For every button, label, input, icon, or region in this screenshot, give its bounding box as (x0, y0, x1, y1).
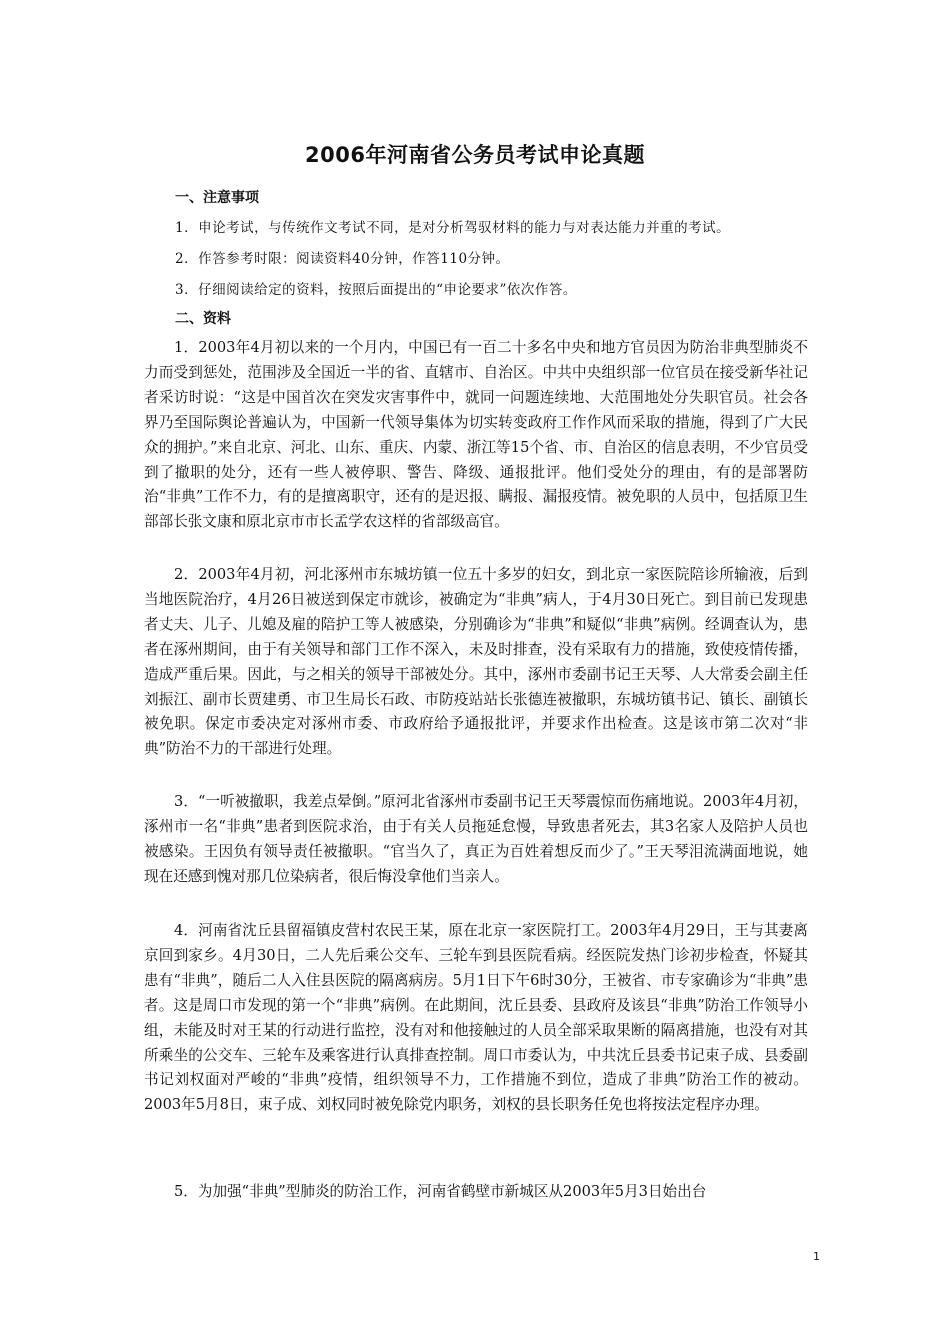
notice-item: 1．申论考试，与传统作文考试不同，是对分析驾驭材料的能力与对表达能力并重的考试。 (175, 220, 731, 236)
section-heading-notes: 一、注意事项 (175, 190, 259, 206)
page-number: 1 (813, 1250, 820, 1263)
document-title: 2006年河南省公务员考试申论真题 (305, 143, 645, 167)
section-heading-materials: 二、资料 (175, 311, 231, 327)
notice-item: 3．仔细阅读给定的资料，按照后面提出的“申论要求”依次作答。 (175, 282, 577, 298)
notice-item: 2．作答参考时限：阅读资料40分钟，作答110分钟。 (175, 251, 510, 267)
material-paragraph: 2．2003年4月初，河北涿州市东城坊镇一位五十多岁的妇女，到北京一家医院陪诊所输液，后到当地医院治疗，4月26日被送到保定市就诊，被确定为“非典”病人，于4月30日死亡。到目前已发现患者丈夫、儿子、儿媳及雇的陪护工等人被感染，分别确诊为“非典”和疑似“非典”病例。经调查认为，患者在涿州期间，由于有关领导和部门工作不深入，未及时排查，没有采取有力的措施，致使疫情传播，造成严重后果。因此，与之相关的领导干部被处分。其中，涿州市委副书记王天琴、人大常委会副主任刘振江、副市长贾建勇、市卫生局长石政、市防疫站站长张德连被撤职，东城坊镇书记、镇长、副镇长被免职。保定市委决定对涿州市委、市政府给予通报批评，并要求作出检查。这是该市第二次对“非典”防治不力的干部进行处理。 (144, 566, 808, 758)
material-paragraph: 3．“一听被撤职，我差点晕倒。”原河北省涿州市委副书记王天琴震惊而伤痛地说。2003年4月初，涿州市一名“非典”患者到医院求治，由于有关人员拖延怠慢，导致患者死去，其3名家人及陪护人员也被感染。王因负有领导责任被撤职。“官当久了，真正为百姓着想反而少了。”王天琴泪流满面地说，她现在还感到愧对那几位染病者，很后悔没拿他们当亲人。 (144, 793, 808, 885)
material-paragraph: 5．为加强“非典”型肺炎的防治工作，河南省鹤壁市新城区从2003年5月3日始出台 (174, 1183, 707, 1200)
material-paragraph: 1．2003年4月初以来的一个月内，中国已有一百二十多名中央和地方官员因为防治非典型肺炎不力而受到惩处，范围涉及全国近一半的省、直辖市、自治区。中共中央组织部一位官员在接受新华社记者采访时说：“这是中国首次在突发灾害事件中，就同一问题连续地、大范围地处分失职官员。社会各界乃至国际舆论普遍认为，中国新一代领导集体为切实转变政府工作作风而采取的措施，得到了广大民众的拥护。”来自北京、河北、山东、重庆、内蒙、浙江等15个省、市、自治区的信息表明，不少官员受到了撤职的处分，还有一些人被停职、警告、降级、通报批评。他们受处分的理由，有的是部署防治“非典”工作不力，有的是擅离职守，还有的是迟报、瞒报、漏报疫情。被免职的人员中，包括原卫生部部长张文康和原北京市市长孟学农这样的省部级高官。 (144, 339, 808, 531)
material-paragraph: 4．河南省沈丘县留福镇皮营村农民王某，原在北京一家医院打工。2003年4月29日，王与其妻离京回到家乡。4月30日，二人先后乘公交车、三轮车到县医院看病。经医院发热门诊初步检查，怀疑其患有“非典”，随后二人入住县医院的隔离病房。5月1日下午6时30分，王被省、市专家确诊为“非典”患者。这是周口市发现的第一个“非典”病例。在此期间，沈丘县委、县政府及该县“非典”防治工作领导小组，未能及时对王某的行动进行监控，没有对和他接触过的人员全部采取果断的隔离措施，也没有对其所乘坐的公交车、三轮车及乘客进行认真排查控制。周口市委认为，中共沈丘县委书记束子成、县委副书记刘权面对严峻的“非典”疫情，组织领导不力，工作措施不到位，造成了非典”防治工作的被动。2003年5月8日，束子成、刘权同时被免除党内职务，刘权的县长职务任免也将按法定程序办理。 (144, 922, 808, 1114)
